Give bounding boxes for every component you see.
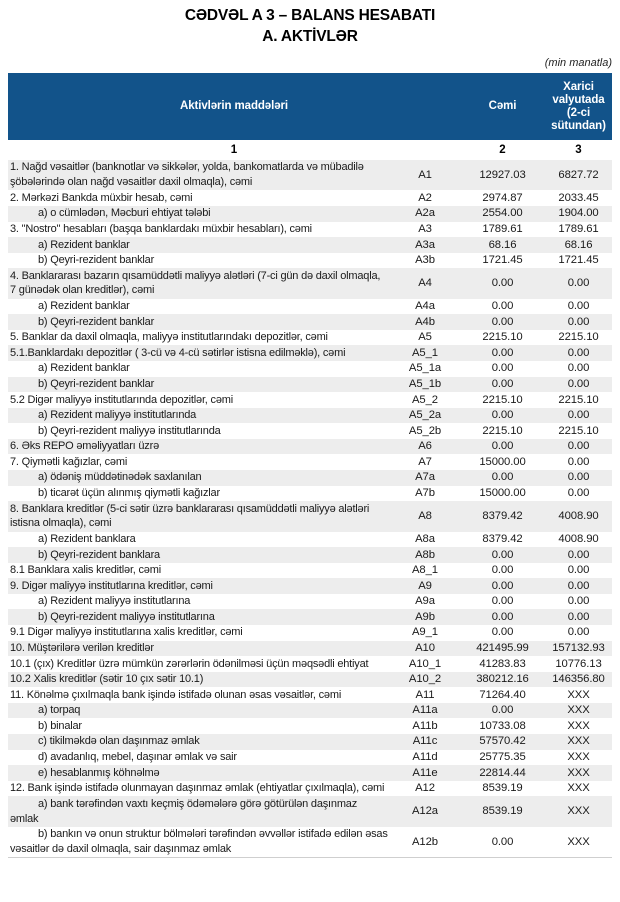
row-code: A5_1b (408, 377, 442, 390)
row-label: 10. Müştərilərə verilən kreditlər (10, 641, 154, 654)
row-label: a) Rezident maliyyə institutlarında (38, 409, 197, 422)
row-code: A5_2a (408, 409, 442, 422)
row-label: a) Rezident maliyyə institutlarına (38, 595, 191, 608)
table-row (8, 827, 612, 857)
row-code: A9 (418, 579, 432, 592)
row-code: A2 (418, 191, 432, 204)
row-code: A3 (418, 222, 432, 235)
row-label: 8. Banklara kreditlər (5-ci sətir üzrə banklararası qısamüddətli maliyyə alətləri istisna olmaqla), cəmi (10, 502, 370, 530)
header-total-column: Cəmi (488, 100, 517, 112)
table-row (8, 439, 612, 455)
row-label: 1. Nağd vəsaitlər (banknotlar və sikkələr, yolda, bankomatlarda və mübadilə şöbələrində olan nağd vəsaitlər daxil olmaqla), cəmi (10, 161, 364, 189)
row-foreign-currency-value: 0.00 (567, 595, 590, 608)
row-foreign-currency-value: 1789.61 (558, 222, 599, 235)
table-row (8, 563, 612, 579)
table-row (8, 361, 612, 377)
row-total-value: 22814.44 (479, 766, 526, 779)
column-number-1: 1 (230, 144, 238, 156)
row-label: 12. Bank işində istifadə olunmayan daşınmaz əmlak (ehtiyatlar çıxılmaqla), cəmi (10, 782, 385, 795)
column-number-2: 2 (499, 144, 506, 156)
row-code: A12 (415, 782, 435, 795)
report-subtitle: A. AKTİVLƏR (262, 28, 358, 45)
row-foreign-currency-value: 0.00 (567, 548, 590, 561)
table-row (8, 423, 612, 439)
row-total-value: 2215.10 (482, 331, 523, 344)
table-row (8, 609, 612, 625)
row-total-value: 8539.19 (482, 805, 523, 818)
table-row (8, 314, 612, 330)
row-total-value: 68.16 (488, 238, 517, 251)
row-foreign-currency-value: 0.00 (567, 486, 590, 499)
row-foreign-currency-value: 4008.90 (558, 509, 599, 522)
row-label: b) Qeyri-rezident banklar (38, 254, 155, 267)
row-foreign-currency-value: 2215.10 (558, 393, 599, 406)
row-total-value: 25775.35 (479, 751, 526, 764)
row-foreign-currency-value: 0.00 (567, 626, 590, 639)
row-code: A5_2 (412, 393, 438, 406)
row-label: a) Rezident banklar (38, 238, 130, 251)
row-total-value: 10733.08 (479, 719, 526, 732)
row-code: A7 (418, 455, 432, 468)
row-code: A8b (415, 548, 435, 561)
table-row (8, 594, 612, 610)
table-header-row (8, 73, 612, 140)
row-total-value: 8379.42 (482, 532, 523, 545)
row-code: A11c (412, 735, 438, 748)
row-label: b) Qeyri-rezident banklar (38, 315, 155, 328)
row-label: 10.1 (çıx) Kreditlər üzrə mümkün zərərlərin ödənilməsi üçün məqsədli ehtiyat (10, 657, 369, 670)
row-foreign-currency-value: 4008.90 (558, 532, 599, 545)
table-row (8, 687, 612, 703)
report-title: CƏDVƏL A 3 – BALANS HESABATI (184, 7, 436, 24)
table-row (8, 377, 612, 393)
row-code: A5_1 (412, 346, 438, 359)
row-code: A9_1 (412, 626, 438, 639)
row-total-value: 0.00 (491, 835, 514, 848)
row-foreign-currency-value: 0.00 (567, 277, 590, 290)
row-code: A11b (412, 719, 438, 732)
row-label: 2. Mərkəzi Bankda müxbir hesab, cəmi (10, 191, 193, 204)
row-label: a) Rezident banklar (38, 300, 130, 313)
row-code: A12a (412, 805, 438, 818)
row-total-value: 41283.83 (479, 657, 526, 670)
row-total-value: 0.00 (491, 471, 514, 484)
row-code: A9a (415, 595, 435, 608)
row-label: a) Rezident banklar (38, 362, 130, 375)
row-code: A8_1 (412, 564, 438, 577)
row-label: b) Qeyri-rezident maliyyə institutlarına (38, 610, 215, 623)
table-row (8, 703, 612, 719)
row-total-value: 421495.99 (476, 641, 529, 654)
row-code: A8 (418, 509, 432, 522)
row-label: 10.2 Xalis kreditlər (sətir 10 çıx sətir 10.1) (10, 673, 204, 686)
row-code: A6 (418, 440, 432, 453)
table-row (8, 330, 612, 346)
table-row (8, 781, 612, 797)
row-code: A11e (412, 766, 438, 779)
row-total-value: 380212.16 (476, 673, 529, 686)
table-row (8, 299, 612, 315)
row-total-value: 0.00 (491, 300, 514, 313)
table-row (8, 734, 612, 750)
row-foreign-currency-value: 157132.93 (552, 641, 605, 654)
row-label: b) Qeyri-rezident banklar (38, 377, 155, 390)
row-label: 11. Könəlmə çıxılmaqla bank işində istifadə olunan əsas vəsaitlər, cəmi (10, 688, 342, 701)
row-foreign-currency-value: 2215.10 (558, 424, 599, 437)
row-total-value: 0.00 (491, 704, 514, 717)
row-total-value: 2554.00 (482, 207, 523, 220)
table-row (8, 486, 612, 502)
table-row (8, 750, 612, 766)
row-code: A11a (412, 704, 438, 717)
unit-note: (min manatla) (544, 57, 612, 69)
row-total-value: 0.00 (491, 315, 514, 328)
row-code: A10_1 (408, 657, 442, 670)
row-label: a) bank tərəfindən vaxtı keçmiş ödəmələrə görə götürülən daşınmaz əmlak (10, 797, 358, 825)
row-code: A9b (415, 610, 435, 623)
row-total-value: 0.00 (491, 409, 514, 422)
row-code: A4b (415, 315, 435, 328)
row-foreign-currency-value: 0.00 (567, 362, 590, 375)
header-items-column: Aktivlərin maddələri (180, 100, 288, 112)
row-foreign-currency-value: 1904.00 (558, 207, 599, 220)
row-label: 5.1.Banklardakı depozitlər ( 3-cü və 4-cü sətirlər istisna edilməklə), cəmi (10, 346, 346, 359)
table-row (8, 345, 612, 361)
table-row (8, 547, 612, 563)
row-label: 4. Banklararası bazarın qısamüddətli maliyyə alətləri (7-ci gün də daxil olmaqla, 7 günədək olan kreditlər), cəmi (10, 269, 381, 297)
table-row (8, 222, 612, 238)
row-label: e) hesablanmış köhnəlmə (38, 766, 160, 779)
row-label: b) bankın və onun struktur bölmələri tərəfindən əvvəllər istifadə edilən əsas vəsaitlər də daxil olmaqla, sair daşınmaz əmlak (10, 828, 388, 855)
table-row (8, 656, 612, 672)
row-code: A12b (412, 835, 438, 848)
assets-table (8, 73, 612, 858)
row-code: A7a (415, 471, 435, 484)
row-foreign-currency-value: 1721.45 (558, 254, 599, 267)
row-total-value: 0.00 (491, 362, 514, 375)
row-foreign-currency-value: 0.00 (567, 471, 590, 484)
row-label: 7. Qiymətli kağızlar, cəmi (10, 455, 128, 468)
row-code: A3b (415, 254, 435, 267)
row-label: b) binalar (38, 719, 82, 732)
row-foreign-currency-value: 0.00 (567, 409, 590, 422)
row-label: 8.1 Banklara xalis kreditlər, cəmi (10, 564, 161, 577)
table-row (8, 237, 612, 253)
row-label: b) Qeyri-rezident maliyyə institutlarında (38, 424, 221, 437)
row-foreign-currency-value: XXX (567, 835, 590, 848)
row-foreign-currency-value: XXX (567, 719, 590, 732)
row-foreign-currency-value: 0.00 (567, 579, 590, 592)
row-foreign-currency-value: XXX (567, 766, 590, 779)
row-foreign-currency-value: 0.00 (567, 315, 590, 328)
row-code: A4a (415, 300, 435, 313)
page-title (0, 0, 620, 47)
table-row (8, 268, 612, 298)
row-label: 9. Digər maliyyə institutlarına kreditlər, cəmi (10, 579, 213, 592)
row-label: b) Qeyri-rezident banklara (38, 548, 160, 561)
table-row (8, 765, 612, 781)
row-code: A2a (415, 207, 435, 220)
row-label: c) tikilməkdə olan daşınmaz əmlak (38, 735, 200, 748)
row-total-value: 0.00 (491, 610, 514, 623)
row-code: A10_2 (408, 673, 442, 686)
row-foreign-currency-value: XXX (567, 735, 590, 748)
row-total-value: 0.00 (491, 564, 514, 577)
row-label: 5. Banklar da daxil olmaqla, maliyyə institutlarındakı depozitlər, cəmi (10, 331, 328, 344)
row-code: A5_1a (408, 362, 442, 375)
header-foreign-currency-column: Xarici valyutada (2-ci sütundan) (551, 80, 606, 132)
row-foreign-currency-value: 146356.80 (552, 673, 605, 686)
row-total-value: 2215.10 (482, 424, 523, 437)
row-label: 3. "Nostro" hesabları (başqa banklardakı müxbir hesabları), cəmi (10, 222, 312, 235)
table-row (8, 470, 612, 486)
row-foreign-currency-value: 0.00 (567, 610, 590, 623)
table-row (8, 454, 612, 470)
row-label: b) ticarət üçün alınmış qiymətli kağızlar (38, 486, 220, 499)
row-total-value: 2215.10 (482, 393, 523, 406)
row-total-value: 0.00 (491, 595, 514, 608)
row-total-value: 0.00 (491, 626, 514, 639)
row-total-value: 0.00 (491, 579, 514, 592)
row-total-value: 15000.00 (479, 486, 526, 499)
row-code: A8a (415, 532, 435, 545)
table-row (8, 796, 612, 826)
row-foreign-currency-value: 6827.72 (558, 168, 599, 181)
row-total-value: 0.00 (491, 346, 514, 359)
row-foreign-currency-value: XXX (567, 782, 590, 795)
table-row (8, 672, 612, 688)
row-label: 9.1 Digər maliyyə institutlarına xalis kreditlər, cəmi (10, 626, 243, 639)
table-row (8, 253, 612, 269)
table-row (8, 718, 612, 734)
row-foreign-currency-value: 0.00 (567, 300, 590, 313)
row-label: a) torpaq (38, 704, 81, 717)
row-total-value: 8379.42 (482, 509, 523, 522)
row-label: a) ödəniş müddətinədək saxlanılan (38, 471, 202, 484)
row-total-value: 12927.03 (479, 168, 526, 181)
table-row (8, 408, 612, 424)
table-row (8, 190, 612, 206)
row-code: A10 (415, 641, 435, 654)
row-foreign-currency-value: 68.16 (564, 238, 593, 251)
row-foreign-currency-value: 0.00 (567, 455, 590, 468)
table-row (8, 206, 612, 222)
row-code: A3a (415, 238, 435, 251)
row-label: a) Rezident banklara (38, 532, 136, 545)
row-total-value: 57570.42 (479, 735, 526, 748)
row-code: A5 (418, 331, 432, 344)
row-label: a) o cümlədən, Məcburi ehtiyat tələbi (38, 207, 211, 220)
row-total-value: 0.00 (491, 548, 514, 561)
table-row (8, 532, 612, 548)
row-foreign-currency-value: 0.00 (567, 377, 590, 390)
row-total-value: 1721.45 (482, 254, 523, 267)
row-total-value: 0.00 (491, 377, 514, 390)
table-row (8, 160, 612, 190)
row-foreign-currency-value: 10776.13 (555, 657, 602, 670)
table-row (8, 625, 612, 641)
row-foreign-currency-value: XXX (567, 704, 590, 717)
row-foreign-currency-value: 0.00 (567, 564, 590, 577)
row-foreign-currency-value: 0.00 (567, 346, 590, 359)
row-total-value: 71264.40 (479, 688, 526, 701)
row-label: 5.2 Digər maliyyə institutlarında depozitlər, cəmi (10, 393, 233, 406)
row-foreign-currency-value: XXX (567, 688, 590, 701)
row-code: A4 (418, 277, 432, 290)
row-foreign-currency-value: 2033.45 (558, 191, 599, 204)
row-total-value: 15000.00 (479, 455, 526, 468)
row-code: A5_2b (408, 424, 442, 437)
row-label: d) avadanlıq, mebel, daşınar əmlak və sair (38, 751, 237, 764)
row-total-value: 1789.61 (482, 222, 523, 235)
table-row (8, 392, 612, 408)
row-total-value: 0.00 (491, 440, 514, 453)
row-code: A11d (412, 751, 438, 764)
table-row (8, 578, 612, 594)
row-total-value: 8539.19 (482, 782, 523, 795)
table-row (8, 501, 612, 531)
row-code: A7b (415, 486, 435, 499)
row-foreign-currency-value: XXX (567, 751, 590, 764)
row-label: 6. Əks REPO əməliyyatları üzrə (10, 440, 159, 453)
row-foreign-currency-value: XXX (567, 805, 590, 818)
row-foreign-currency-value: 2215.10 (558, 331, 599, 344)
column-number-row (8, 140, 612, 160)
table-row (8, 641, 612, 657)
row-code: A1 (418, 168, 432, 181)
row-code: A11 (415, 688, 435, 701)
row-foreign-currency-value: 0.00 (567, 440, 590, 453)
row-total-value: 2974.87 (482, 191, 523, 204)
table-body (8, 160, 612, 857)
row-total-value: 0.00 (491, 277, 514, 290)
column-number-3: 3 (575, 144, 582, 156)
